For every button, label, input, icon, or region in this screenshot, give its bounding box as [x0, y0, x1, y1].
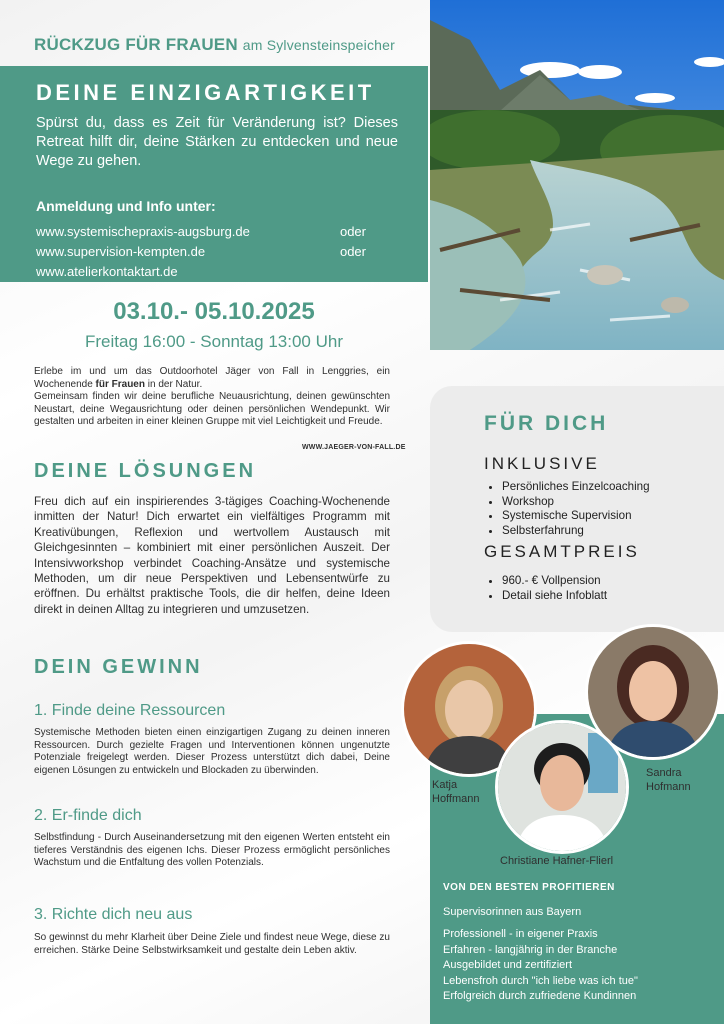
- retreat-title: [34, 35, 395, 55]
- quality-item: Erfolgreich durch zufriedene Kundinnen: [443, 990, 637, 1003]
- website-link[interactable]: www.systemischepraxis-augsburg.de: [36, 224, 250, 239]
- link-or: oder: [339, 224, 366, 239]
- member-first-name: Sandra: [646, 767, 682, 779]
- list-item: • Systemische Supervision: [502, 509, 650, 524]
- list-item: • 960.- € Vollpension: [502, 574, 607, 589]
- link-or: oder: [339, 244, 366, 259]
- hero-intro: Spürst du, dass es Zeit für Veränderung ist? Dieses Retreat hilft dir, deine Stärken zu entdecken und neue Wege zu gehen.: [36, 115, 398, 169]
- river-landscape-illustration: [430, 0, 724, 350]
- price-label: GESAMTPREIS: [484, 542, 640, 561]
- list-item: • Workshop: [502, 495, 650, 510]
- gewinn-item-title: 3. Richte dich neu aus: [34, 906, 193, 923]
- event-times: Freitag 16:00 - Sonntag 13:00 Uhr: [85, 332, 343, 351]
- link-row: [36, 242, 366, 262]
- hero-heading: DEINE EINZIGARTIGKEIT: [36, 80, 375, 105]
- loesungen-heading: DEINE LÖSUNGEN: [34, 460, 257, 482]
- quality-item: Erfahren - langjährig in der Branche: [443, 943, 618, 956]
- team-qualities: [443, 927, 638, 1005]
- retreat-title-text: RÜCKZUG FÜR FRAUEN: [34, 35, 238, 54]
- gewinn-item-title: 2. Er-finde dich: [34, 807, 142, 824]
- list-item: • Selbsterfahrung: [502, 524, 650, 539]
- inclusive-label: INKLUSIVE: [484, 454, 600, 473]
- offer-heading: FÜR DICH: [484, 412, 609, 435]
- member-last-name: Hofmann: [646, 781, 691, 793]
- member-name: [646, 766, 691, 794]
- member-last-name: Hoffmann: [432, 793, 480, 805]
- hero-band: [0, 66, 428, 282]
- quality-item: Lebensfroh durch "ich liebe was ich tue": [443, 974, 638, 987]
- quality-item: Professionell - in eigener Praxis: [443, 928, 598, 940]
- registration-label: Anmeldung und Info unter:: [36, 198, 216, 214]
- member-name: [432, 778, 480, 806]
- list-item: • Persönliches Einzelcoaching: [502, 480, 650, 495]
- description-text: in der Natur.: [144, 378, 203, 390]
- river-landscape-photo: [430, 0, 724, 350]
- member-first-name: Katja: [432, 779, 458, 791]
- website-link[interactable]: www.supervision-kempten.de: [36, 244, 206, 259]
- link-row: [36, 262, 366, 282]
- gewinn-item-body: So gewinnst du mehr Klarheit über Deine Ziele und findest neue Wege, diese zu erreichen. Stärke Deine Selbstwirksamkeit und gestalte dein Leben aktiv.: [34, 932, 390, 956]
- gewinn-item-body: Systemische Methoden bieten einen einzigartigen Zugang zu deinen inneren Ressourcen. Durch gezielte Fragen und Interventionen können ungenutzte Potenziale freigelegt werden. Dieser Prozess unterstützt dich dabei, Deine eigenen Lösungen zu entwickeln und Blockaden zu überwinden.: [34, 727, 390, 776]
- event-dates: 03.10.- 05.10.2025: [113, 298, 315, 325]
- description-text: Erlebe im und um das Outdoorhotel Jäger von Fall in Lenggries, ein Wochenende: [34, 366, 390, 390]
- list-item: • Detail siehe Infoblatt: [502, 589, 607, 604]
- loesungen-body: Freu dich auf ein inspirierendes 3-tägiges Coaching-Wochenende inmitten der Natur! Dich erwartet ein vielfältiges Programm mit Kreativübungen, Reflexion und wertvollem Austausch mit Gleichgesinnten – kombiniert mit einer persönlichen Auszeit. Der Intensivworkshop verbindet Coaching-Ansätze und systemische Methoden, um dir neue Perspektiven und Lebensentwürfe zu eröffnen. Du erhältst praktische Tools, die dir helfen, deine Ideen direkt in deinen Alltag zu integrieren und umzusetzen.: [34, 495, 390, 616]
- member-name: Christiane Hafner-Flierl: [500, 855, 614, 867]
- event-description: [34, 366, 390, 429]
- website-link[interactable]: www.atelierkontaktart.de: [36, 264, 178, 279]
- team-subheading: Supervisorinnen aus Bayern: [443, 906, 582, 918]
- gewinn-item-title: 1. Finde deine Ressourcen: [34, 702, 226, 719]
- offer-card: [430, 386, 724, 632]
- gewinn-heading: DEIN GEWINN: [34, 656, 203, 678]
- retreat-location: am Sylvensteinspeicher: [242, 37, 395, 53]
- inclusive-list: [502, 480, 650, 538]
- portrait-christiane: [495, 720, 629, 854]
- description-text-2: Gemeinsam finden wir deine berufliche Neuausrichtung, deinen gewünschten Neustart, deine Wegausrichtung oder deinen persönlichen Wendepunkt. Wir gestalten und arbeiten in einer kleinen Gruppe mit viel Leichtigkeit und Freude.: [34, 391, 390, 428]
- person-avatar-icon: [498, 723, 626, 851]
- price-list: [502, 574, 607, 603]
- gewinn-item-body: Selbstfindung - Durch Auseinandersetzung mit den eigenen Werten entsteht ein tieferes Verständnis des eigenen Ichs. Dieser Prozess ermöglicht persönliches Wachstum und die Entfaltung des vollen Potenzials.: [34, 832, 390, 869]
- registration-links: [36, 222, 366, 282]
- quality-item: Ausgebildet und zertifiziert: [443, 959, 573, 972]
- description-emphasis: für Frauen: [95, 378, 145, 390]
- link-row: [36, 222, 366, 242]
- hotel-website[interactable]: WWW.JAEGER-VON-FALL.DE: [302, 444, 406, 451]
- team-heading: VON DEN BESTEN PROFITIEREN: [443, 882, 615, 893]
